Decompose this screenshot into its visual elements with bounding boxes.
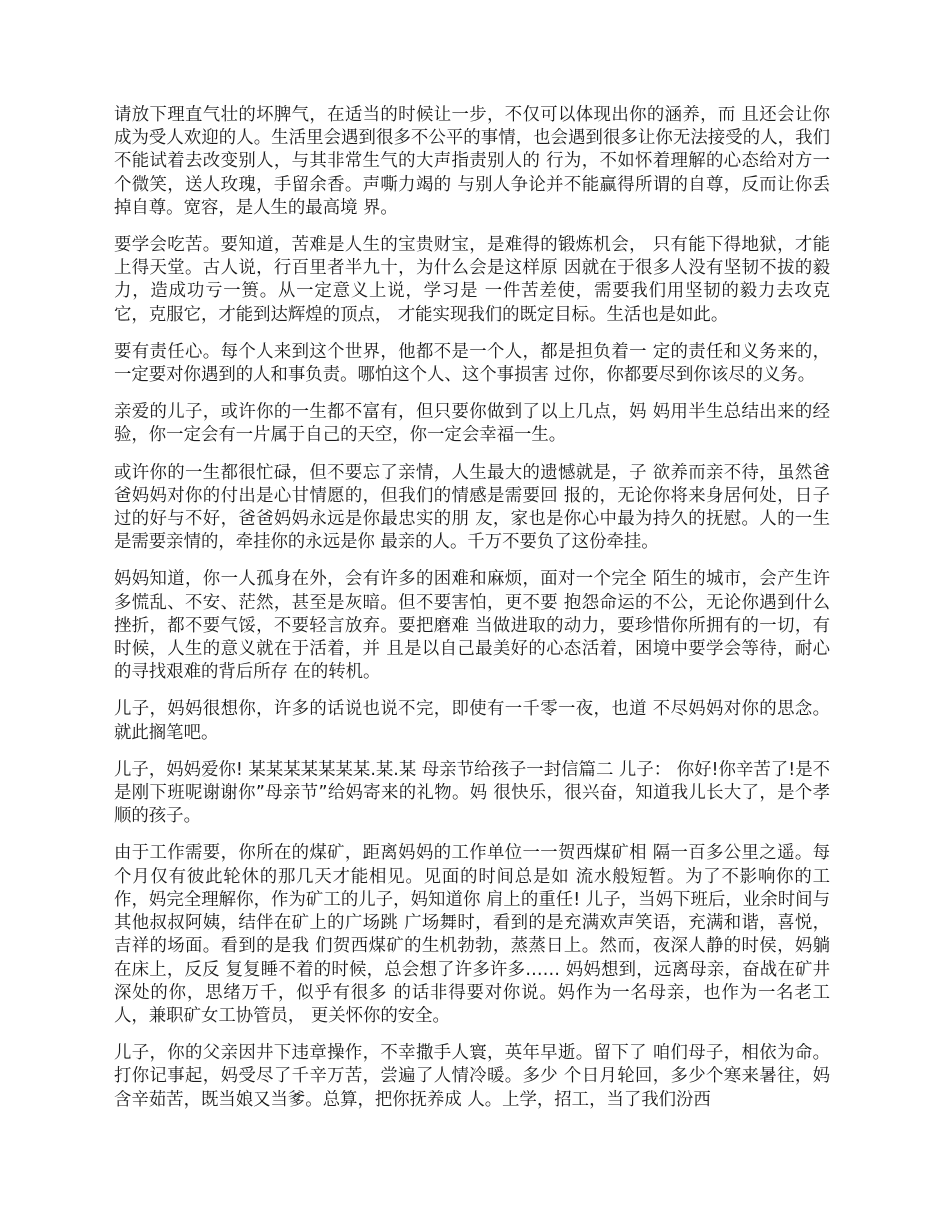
document-page [114, 104, 830, 1126]
paragraph-5: 或许你的一生都很忙碌，但不要忘了亲情，人生最大的遗憾就是，子 欲养而亲不待，虽然爸爸妈妈对你的付出是心甘情愿的，但我们的情感是需要回 报的，无论你将来身居何处，日子过的好与不好，爸爸妈妈永远是你最忠实的朋 友，家也是你心中最为持久的抚慰。人的一生是需要亲情的，牵挂你的永远是你 最亲的人。千万不要负了这份牵挂。 [114, 462, 830, 553]
paragraph-4: 亲爱的儿子，或许你的一生都不富有，但只要你做到了以上几点，妈 妈用半生总结出来的经验，你一定会有一片属于自己的天空，你一定会幸福一生。 [114, 402, 830, 446]
paragraph-7: 儿子，妈妈很想你，许多的话说也说不完，即使有一千零一夜，也道 不尽妈妈对你的思念。就此搁笔吧。 [114, 699, 830, 743]
paragraph-8: 儿子，妈妈爱你! 某某某某某某某.某.某 母亲节给孩子一封信篇二 儿子： 你好!你辛苦了!是不是刚下班呢谢谢你”母亲节”给妈寄来的礼物。妈 很快乐，很兴奋，知道我儿长大了，是个孝顺的孩子。 [114, 759, 830, 827]
paragraph-9: 由于工作需要，你所在的煤矿，距离妈妈的工作单位一一贺西煤矿相 隔一百多公里之遥。每个月仅有彼此轮休的那几天才能相见。见面的时间总是如 流水般短暂。为了不影响你的工作，妈完全理解你，作为矿工的儿子，妈知道你 肩上的重任! 儿子，当妈下班后，业余时间与其他叔叔阿姨，结伴在矿上的广场跳 广场舞时，看到的是充满欢声笑语，充满和谐，喜悦，吉祥的场面。看到的是我 们贺西煤矿的生机勃勃，蒸蒸日上。然而，夜深人静的时侯，妈躺在床上，反反 复复睡不着的时候，总会想了许多许多…… 妈妈想到，远离母亲，奋战在矿井深处的你，思绪万千，似乎有很多 的话非得要对你说。妈作为一名母亲，也作为一名老工人，兼职矿女工协管员， 更关怀你的安全。 [114, 843, 830, 1026]
paragraph-3: 要有责任心。每个人来到这个世界，他都不是一个人，都是担负着一 定的责任和义务来的，一定要对你遇到的人和事负责。哪怕这个人、这个事损害 过你，你都要尽到你该尽的义务。 [114, 341, 830, 386]
paragraph-1: 请放下理直气壮的坏脾气，在适当的时候让一步，不仅可以体现出你的涵养，而 且还会让你成为受人欢迎的人。生活里会遇到很多不公平的事情，也会遇到很多让你无法接受的人，我们不能试着去改变别人，与其非常生气的大声指责别人的 行为，不如怀着理解的心态给对方一个微笑，送人玫瑰，手留余香。声嘶力竭的 与别人争论并不能赢得所谓的自尊，反而让你丢掉自尊。宽容，是人生的最高境 界。 [114, 105, 830, 218]
paragraph-6: 妈妈知道，你一人孤身在外，会有许多的困难和麻烦，面对一个完全 陌生的城市，会产生许多慌乱、不安、茫然，甚至是灰暗。但不要害怕，更不要 抱怨命运的不公，无论你遇到什么挫折，都不要气馁，不要轻言放弃。要把磨难 当做进取的动力，要珍惜你所拥有的一切，有时候，人生的意义就在于活着，并 且是以自己最美好的心态活着，困境中要学会等待，耐心的寻找艰难的背后所存 在的转机。 [114, 569, 830, 683]
paragraph-2: 要学会吃苦。要知道，苦难是人生的宝贵财宝，是难得的锻炼机会， 只有能下得地狱，才能上得天堂。古人说，行百里者半九十，为什么会是这样原 因就在于很多人没有坚韧不拔的毅力，造成功亏一篑。从一定意义上说，学习是 一件苦差使，需要我们用坚韧的毅力去攻克它，克服它，才能到达辉煌的顶点， 才能实现我们的既定目标。生活也是如此。 [114, 235, 830, 325]
paragraph-10: 儿子，你的父亲因井下违章操作，不幸撒手人寰，英年早逝。留下了 咱们母子，相依为命。打你记事起，妈受尽了千辛万苦，尝遍了人情冷暖。多少 个日月轮回，多少个寒来暑往，妈含辛茹苦，既当娘又当爹。总算，把你抚养成 人。上学，招工，当了我们汾西 [114, 1043, 830, 1110]
